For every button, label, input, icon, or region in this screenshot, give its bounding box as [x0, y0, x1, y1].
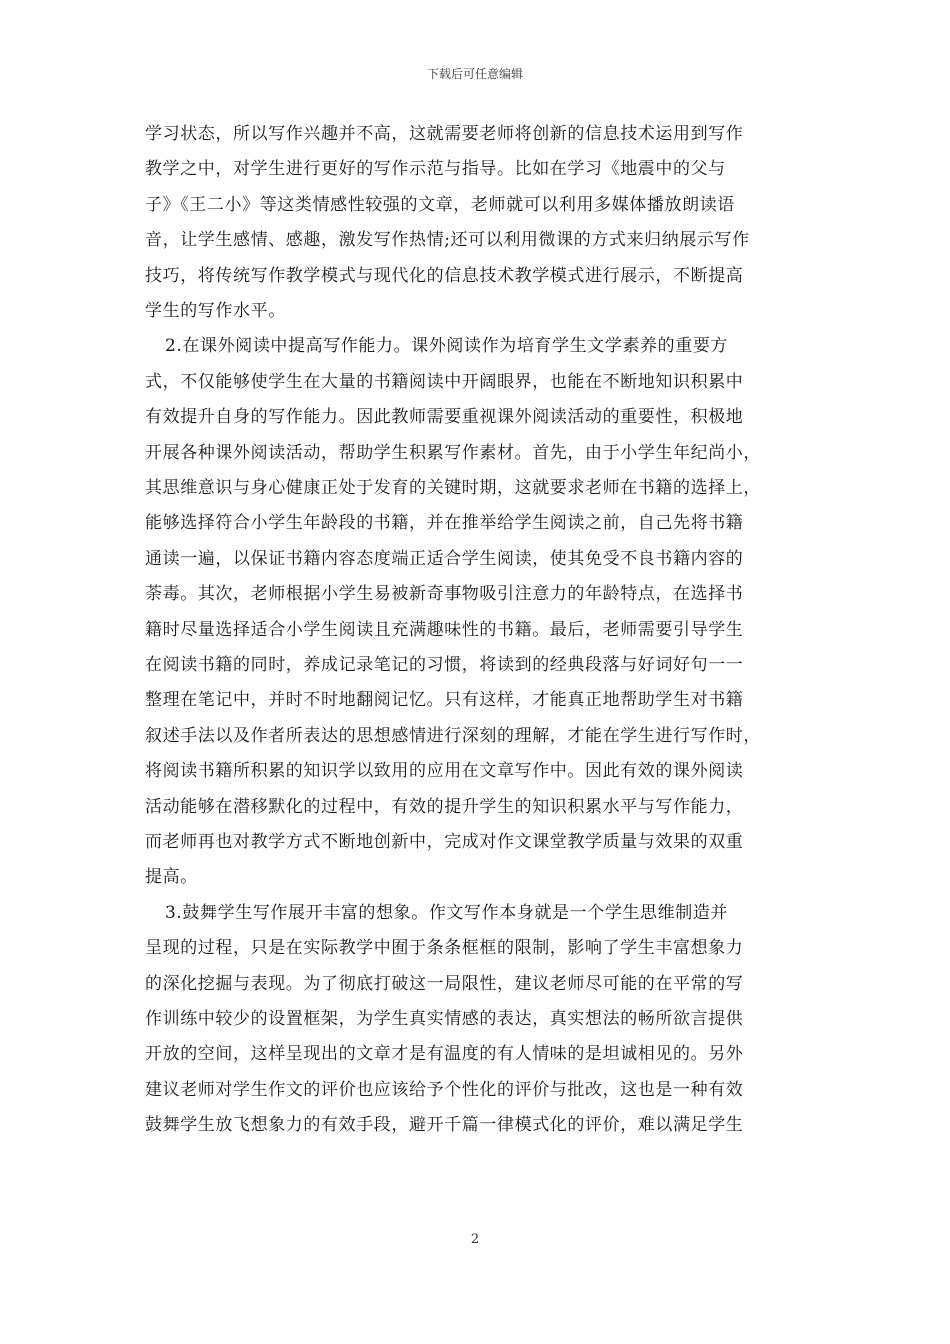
- text-line: 叙述手法以及作者所表达的思想感情进行深刻的理解，才能在学生进行写作时，: [145, 725, 761, 746]
- text-line: 而老师再也对教学方式不断地创新中，完成对作文课堂教学质量与效果的双重: [145, 832, 744, 852]
- text-line: 的深化挖掘与表现。为了彻底打破这一局限性，建议老师尽可能的在平常的写: [145, 973, 744, 994]
- text-line: 在阅读书籍的同时，养成记录笔记的习惯，将读到的经典段落与好词好句一一: [145, 655, 744, 675]
- text-line: 学生的写作水平。: [145, 301, 286, 321]
- text-line: 有效提升自身的写作能力。因此教师需要重视课外阅读活动的重要性，积极地: [145, 407, 744, 428]
- text-line: 鼓舞学生放飞想象力的有效手段，避开千篇一律模式化的评价，难以满足学生: [145, 1115, 744, 1136]
- text-line: 式，不仅能够使学生在大量的书籍阅读中开阔眼界，也能在不断地知识积累中: [145, 371, 744, 392]
- text-line: 3.鼓舞学生写作展开丰富的想象。作文写作本身就是一个学生思维制造并: [165, 902, 729, 923]
- text-line: 教学之中，对学生进行更好的写作示范与指导。比如在学习《地震中的父与: [145, 159, 726, 180]
- text-line: 技巧，将传统写作教学模式与现代化的信息技术教学模式进行展示，不断提高: [145, 265, 744, 286]
- text-line: 开放的空间，这样呈现出的文章才是有温度的有人情味的是坦诚相见的。另外: [145, 1044, 744, 1065]
- text-line: 通读一遍，以保证书籍内容态度端正适合学生阅读，使其免受不良书籍内容的: [145, 548, 744, 569]
- text-line: 其思维意识与身心健康正处于发育的关键时期，这就要求老师在书籍的选择上，: [145, 478, 761, 498]
- text-line: 作训练中较少的设置框架，为学生真实情感的表达，真实想法的畅所欲言提供: [145, 1009, 744, 1029]
- text-line: 整理在笔记中，并时不时地翻阅记忆。只有这样，才能真正地帮助学生对书籍: [145, 690, 744, 711]
- text-line: 建议老师对学生作文的评价也应该给予个性化的评价与批改，这也是一种有效: [145, 1079, 744, 1100]
- text-line: 活动能够在潜移默化的过程中，有效的提升学生的知识积累水平与写作能力，: [145, 796, 744, 817]
- page-header: 下载后可任意编辑: [426, 67, 523, 81]
- page-number: 2: [470, 1232, 480, 1247]
- text-line: 音，让学生感情、感趣，激发写作热情;还可以利用微课的方式来归纳展示写作: [145, 230, 750, 251]
- text-line: 荼毒。其次，老师根据小学生易被新奇事物吸引注意力的年龄特点，在选择书: [145, 584, 744, 605]
- text-line: 学习状态，所以写作兴趣并不高，这就需要老师将创新的信息技术运用到写作: [145, 124, 744, 144]
- text-line: 将阅读书籍所积累的知识学以致用的应用在文章写作中。因此有效的课外阅读: [145, 761, 744, 782]
- text-line: 籍时尽量选择适合小学生阅读且充满趣味性的书籍。最后，老师需要引导学生: [145, 619, 744, 640]
- text-line: 能够选择符合小学生年龄段的书籍，并在推举给学生阅读之前，自己先将书籍: [145, 513, 744, 534]
- text-line: 呈现的过程，只是在实际教学中囿于条条框框的限制，影响了学生丰富想象力: [145, 938, 744, 959]
- text-line: 2.在课外阅读中提高写作能力。课外阅读作为培育学生文学素养的重要方: [165, 336, 729, 357]
- text-line: 开展各种课外阅读活动，帮助学生积累写作素材。首先，由于小学生年纪尚小，: [145, 442, 761, 463]
- text-line: 提高。: [145, 867, 198, 888]
- text-line: 子》《王二小》等这类情感性较强的文章，老师就可以利用多媒体播放朗读语: [145, 194, 735, 215]
